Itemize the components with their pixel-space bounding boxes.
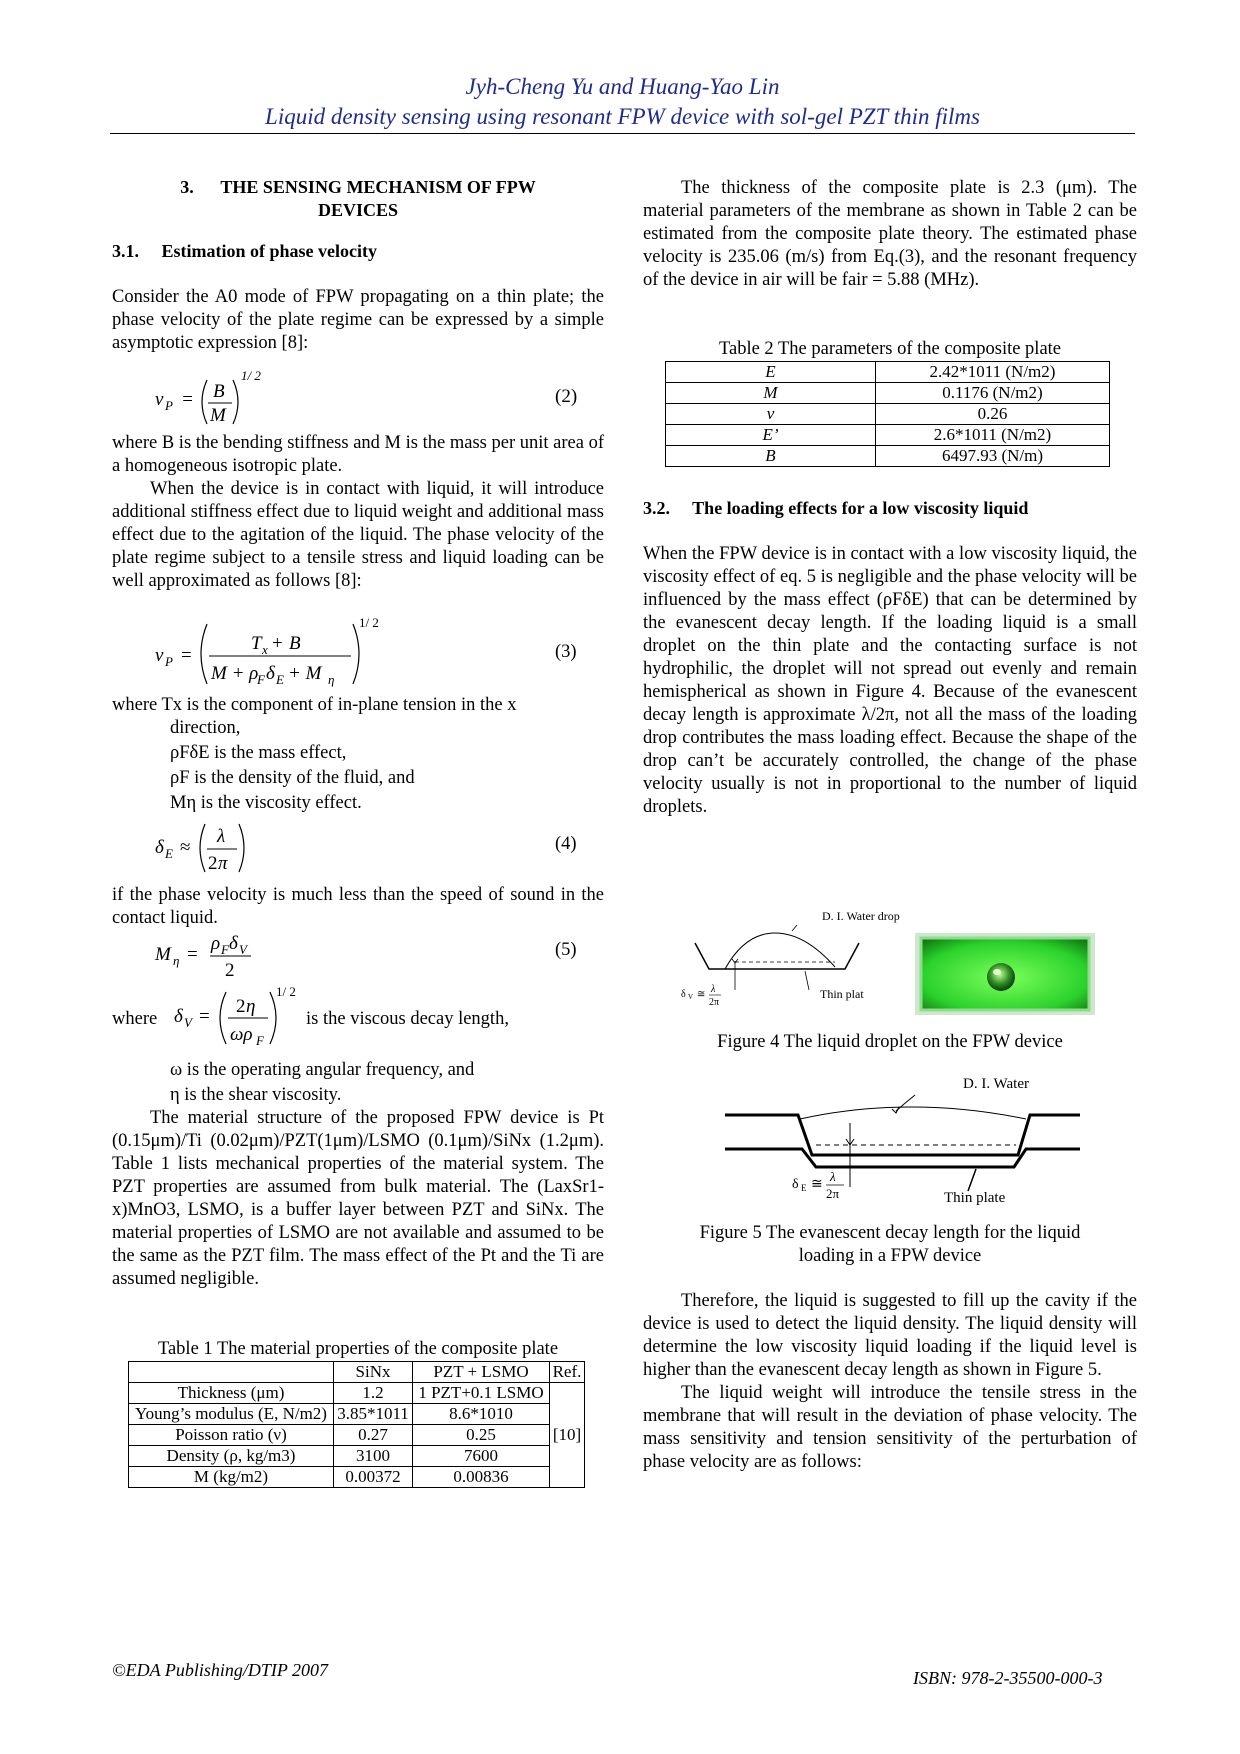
table-row (666, 362, 1110, 383)
svg-text:η: η (246, 996, 256, 1017)
table-cell: Young’s modulus (E, N/m2) (129, 1404, 334, 1425)
svg-text:λ: λ (830, 1169, 836, 1184)
table-cell: Ref. (550, 1362, 585, 1383)
right-column-2 (643, 497, 1137, 819)
section-3-1-title: 3.1. Estimation of phase velocity (112, 241, 377, 261)
table-cell: 2.6*1011 (N/m2) (876, 425, 1110, 446)
svg-text:η: η (328, 672, 335, 687)
running-header-authors: Jyh-Cheng Yu and Huang-Yao Lin (465, 74, 780, 99)
table-cell: 0.00836 (413, 1467, 550, 1488)
table-cell: Density (ρ, kg/m3) (129, 1446, 334, 1467)
paragraph: where B is the bending stiffness and M is the mass per unit area of a homogeneous isotropic plate. (112, 433, 604, 476)
equation-4-graphic (155, 820, 265, 876)
equation-5-number: (5) (555, 940, 577, 960)
where-dv-pre: where (112, 1009, 158, 1029)
left-column-4 (112, 884, 604, 930)
svg-text:δ: δ (174, 1006, 183, 1027)
svg-text:M: M (210, 405, 226, 426)
paragraph: if the phase velocity is much less than the speed of sound in the contact liquid. (112, 885, 604, 928)
definition-omega: ω is the operating angular frequency, and (170, 1060, 475, 1080)
equation-2-graphic (155, 368, 285, 432)
left-column (112, 176, 604, 355)
svg-text:δ: δ (229, 933, 238, 954)
table-row (129, 1383, 585, 1404)
svg-text:E: E (801, 1183, 807, 1193)
table-cell: 0.26 (876, 404, 1110, 425)
svg-text:M + ρ: M + ρ (211, 663, 259, 684)
svg-text:ωρ: ωρ (230, 1024, 253, 1045)
equation-5 (155, 930, 605, 986)
fig5-label-water: D. I. Water (963, 1076, 1029, 1092)
table-row (666, 383, 1110, 404)
svg-text:1/ 2: 1/ 2 (276, 984, 296, 999)
svg-text:π: π (218, 853, 228, 874)
viscous-decay-formula (174, 984, 296, 1048)
svg-text:1/ 2: 1/ 2 (359, 615, 379, 630)
svg-text:δ: δ (681, 989, 686, 1000)
svg-text:T: T (251, 633, 262, 654)
table-cell: E (666, 362, 876, 383)
paragraph: The thickness of the composite plate is 2.3 (μm). The material parameters of the membrane as shown in Table 2 can be estimated from the composite plate theory. The estimated phase velocity is 235.06 (m/s) from Eq.(3), and the resonant frequency of the device in air will be fair = 5.88 (MHz). (643, 178, 1137, 290)
fig4-label-water-drop: D. I. Water drop (822, 909, 900, 923)
svg-text:V: V (688, 993, 694, 1001)
table-2 (665, 361, 1110, 467)
paragraph: Consider the A0 mode of FPW propagating on a thin plate; the phase velocity of the plate regime can be expressed by a simple asymptotic expression [8]: (112, 287, 604, 353)
svg-text:E: E (276, 672, 284, 687)
svg-text:P: P (165, 398, 173, 413)
table-row (129, 1425, 585, 1446)
equation-4 (155, 820, 605, 876)
table-1-caption: Table 1 The material properties of the composite plate (157, 1339, 559, 1359)
table-cell: 3.85*1011 (334, 1404, 413, 1425)
running-header-title: Liquid density sensing using resonant FPW device with sol-gel PZT thin films (265, 104, 980, 129)
svg-text:=: = (181, 645, 192, 666)
svg-text:F: F (257, 672, 265, 687)
figure-4-caption: Figure 4 The liquid droplet on the FPW device (717, 1032, 1063, 1052)
table-cell: 7600 (413, 1446, 550, 1467)
equation-5-graphic (155, 930, 265, 986)
svg-text:2π: 2π (826, 1186, 840, 1201)
paragraph: Therefore, the liquid is suggested to fill up the cavity if the device is used to detect the liquid density. The liquid density will determine the low viscosity liquid loading if the liquid level is higher than the evanescent decay length as shown in Figure 5. (643, 1291, 1137, 1380)
svg-text:λ: λ (711, 984, 716, 995)
where-tx-line: where Tx is the component of in-plane tension in the x (112, 695, 517, 715)
definition-viscosity-effect: Mη is the viscosity effect. (170, 793, 362, 813)
svg-text:ρ: ρ (211, 933, 221, 954)
table-cell: Poisson ratio (ν) (129, 1425, 334, 1446)
definition-fluid-density: ρF is the density of the fluid, and (170, 768, 415, 788)
table-cell: 1.2 (334, 1383, 413, 1404)
paragraph: The liquid weight will introduce the tensile stress in the membrane that will result in the deviation of phase velocity. The mass sensitivity and tension sensitivity of the perturbation of phase velocity are as follows: (643, 1383, 1137, 1472)
svg-text:2π: 2π (709, 997, 720, 1008)
table-row (666, 425, 1110, 446)
table-cell: 0.00372 (334, 1467, 413, 1488)
svg-text:1/ 2: 1/ 2 (241, 368, 261, 383)
svg-text:+ M: + M (288, 663, 322, 684)
svg-text:δ: δ (155, 837, 164, 858)
table-cell: 0.27 (334, 1425, 413, 1446)
figure-5-diagram (720, 1075, 1090, 1205)
table-cell: M (666, 383, 876, 404)
table-cell: PZT + LSMO (413, 1362, 550, 1383)
table-row (129, 1404, 585, 1425)
table-row (666, 446, 1110, 467)
equation-3-graphic (155, 615, 385, 688)
table-row (666, 404, 1110, 425)
svg-text:=: = (199, 1006, 210, 1027)
viscous-decay-line (112, 984, 604, 1048)
svg-text:B: B (213, 381, 225, 402)
footer-publisher: ©EDA Publishing/DTIP 2007 (112, 1660, 329, 1680)
left-column-3 (112, 694, 604, 815)
svg-text:M: M (155, 944, 171, 965)
table-cell: B (666, 446, 876, 467)
svg-text:F: F (256, 1033, 264, 1048)
table-row (129, 1467, 585, 1488)
table-cell: 3100 (334, 1446, 413, 1467)
table-cell (129, 1362, 334, 1383)
section-3-title: 3. THE SENSING MECHANISM OF FPW DEVICES (180, 177, 536, 220)
section-3-2-title: 3.2. The loading effects for a low viscosity liquid (643, 498, 1029, 518)
svg-text:2: 2 (208, 853, 218, 874)
table-cell: Thickness (μm) (129, 1383, 334, 1404)
svg-text:v: v (155, 389, 164, 410)
svg-text:E: E (165, 846, 173, 861)
svg-text:=: = (187, 944, 198, 965)
svg-text:≅: ≅ (811, 1177, 823, 1192)
paragraph: The material structure of the proposed FPW device is Pt (0.15μm)/Ti (0.02μm)/PZT(1μm)/LSMO (0.1μm)/SiNx (1.2μm). Table 1 lists mechanical properties of the material system. The PZT properties are assumed from bulk material. The (LaxSr1-x)MnO3, LSMO, is a buffer layer between PZT and SiNx. The material properties of LSMO are not available and assumed to be the same as the PZT film. The mass effect of the Pt and the Ti are assumed negligible. (112, 1108, 604, 1289)
fig4-label-thin-plate: Thin plat (820, 987, 864, 1001)
right-column-3 (643, 1290, 1137, 1474)
figure-5-caption: Figure 5 The evanescent decay length for the liquid loading in a FPW device (699, 1223, 1081, 1266)
svg-text:v: v (155, 645, 164, 666)
svg-text:B: B (289, 633, 301, 654)
svg-text:≅: ≅ (697, 989, 706, 1000)
fig5-label-thin-plate: Thin plate (944, 1190, 1006, 1206)
svg-text:λ: λ (217, 826, 226, 847)
svg-text:P: P (165, 654, 173, 669)
svg-text:δ: δ (792, 1177, 799, 1192)
svg-text:F: F (221, 942, 229, 957)
svg-text:2: 2 (225, 960, 235, 981)
svg-text:V: V (239, 942, 247, 957)
figure-4-photo (915, 933, 1095, 1015)
left-column-5 (112, 1059, 604, 1291)
table-cell: ν (666, 404, 876, 425)
paragraph: When the FPW device is in contact with a low viscosity liquid, the viscosity effect of eq. 5 is negligible and the phase velocity will be influenced by the mass effect (ρFδE) that can be determined by the evanescent decay length. If the loading liquid is a small droplet on the thin plate and the contacting surface is not hydrophilic, the droplet will not spread out evenly and remain hemispherical as shown in Figure 4. Because of the evanescent decay length is approximate λ/2π, not all the mass of the loading drop contributes the mass loading effect. Because the shape of the drop can’t be accurately controlled, the change of the phase velocity usually is not in proportional to the number of liquid droplets. (643, 544, 1137, 817)
table-1 (128, 1361, 585, 1488)
footer-isbn: ISBN: 978-2-35500-000-3 (913, 1668, 1103, 1688)
table-cell-ref: [10] (550, 1383, 585, 1488)
table-row (129, 1446, 585, 1467)
equation-2 (155, 368, 605, 432)
svg-text:=: = (181, 389, 194, 410)
right-column (643, 177, 1137, 292)
equation-3-number: (3) (555, 642, 577, 662)
svg-text:2: 2 (236, 996, 246, 1017)
svg-text:δ: δ (266, 663, 275, 684)
equation-3 (155, 615, 605, 688)
header-rule (110, 133, 1135, 134)
table-cell: 2.42*1011 (N/m2) (876, 362, 1110, 383)
svg-text:x: x (262, 642, 268, 657)
table-cell: SiNx (334, 1362, 413, 1383)
table-cell: 1 PZT+0.1 LSMO (413, 1383, 550, 1404)
table-cell: 0.25 (413, 1425, 550, 1446)
svg-text:+: + (272, 633, 283, 654)
svg-text:η: η (173, 953, 180, 968)
table-cell: M (kg/m2) (129, 1467, 334, 1488)
svg-text:V: V (184, 1015, 192, 1030)
table-cell: 8.6*1010 (413, 1404, 550, 1425)
table-row (129, 1362, 585, 1383)
table-cell: 0.1176 (N/m2) (876, 383, 1110, 404)
table-cell: 6497.93 (N/m) (876, 446, 1110, 467)
equation-4-number: (4) (555, 834, 577, 854)
definition-mass-effect: ρFδE is the mass effect, (170, 743, 347, 763)
equation-2-number: (2) (555, 386, 578, 407)
where-tx-line-2: direction, (170, 718, 241, 738)
paragraph: When the device is in contact with liquid, it will introduce additional stiffness effect due to liquid weight and additional mass effect due to the agitation of the liquid. The phase velocity of the plate regime subject to a tensile stress and liquid loading can be well approximated as follows [8]: (112, 479, 604, 591)
table-2-caption: Table 2 The parameters of the composite plate (718, 339, 1062, 359)
left-column-2 (112, 432, 604, 593)
where-dv-post: is the viscous decay length, (306, 1009, 509, 1029)
definition-eta: η is the shear viscosity. (170, 1085, 342, 1105)
table-cell: E’ (666, 425, 876, 446)
svg-text:≈: ≈ (180, 837, 191, 858)
